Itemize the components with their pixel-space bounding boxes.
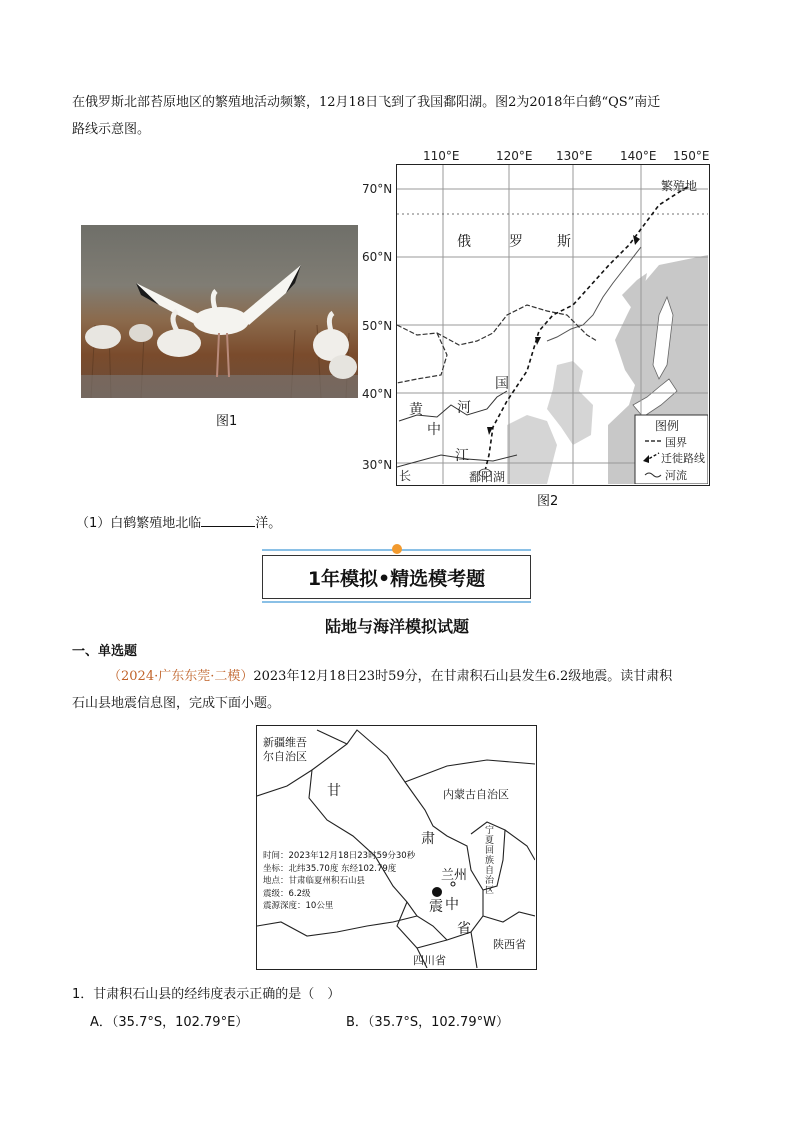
intro-line-1: 在俄罗斯北部苔原地区的繁殖地活动频繁，12月18日飞到了我国鄱阳湖。图2为2018年白鹤“QS”南迁	[72, 95, 661, 110]
xinjiang-label-1: 新疆维吾	[263, 736, 307, 749]
xinjiang-label-2: 尔自治区	[263, 750, 307, 763]
ningxia-char: 自	[485, 866, 495, 876]
exam-title: 陆地与海洋模拟试题	[324, 617, 469, 636]
ningxia-char: 宁	[485, 826, 495, 836]
question-1-stem: 1．甘肃积石山县的经纬度表示正确的是（ ）	[72, 987, 341, 1002]
quake-info-place: 地点：甘肃临夏州积石山县	[263, 876, 366, 886]
ningxia-char: 区	[485, 886, 495, 896]
lon-label-110: 110°E	[423, 149, 460, 163]
stem-text: 2023年12月18日23时59分，在甘肃积石山县发生6.2级地震。读甘肃积	[253, 669, 673, 684]
quake-info-time: 时间：2023年12月18日23时59分30秒	[263, 851, 416, 861]
quake-info-depth: 震源深度：10公里	[263, 901, 334, 911]
lon-label-120: 120°E	[496, 149, 533, 163]
lat-label-50: 50°N	[362, 319, 393, 333]
su-label: 肃	[421, 831, 435, 847]
option-a[interactable]: A．（35.7°S，102.79°E）	[90, 1015, 249, 1030]
breeding-ground-label: 繁殖地	[661, 179, 698, 193]
ningxia-char: 夏	[485, 836, 495, 846]
poyang-lake-label: 鄱阳湖	[469, 470, 506, 484]
stem-line-2: 石山县地震信息图，完成下面小题。	[72, 696, 281, 711]
lon-label-130: 130°E	[556, 149, 593, 163]
legend-river: 河流	[665, 469, 687, 482]
sheng-label: 省	[457, 921, 471, 937]
quake-info-coord: 坐标：北纬35.70度 东经102.79度	[263, 863, 397, 874]
label-si: 斯	[557, 234, 571, 250]
label-chang: 长	[399, 469, 412, 483]
label-huang: 黄	[409, 402, 423, 418]
quake-info-magnitude: 震级：6.2级	[263, 888, 311, 899]
lon-label-150: 150°E	[673, 149, 710, 163]
question-part-1	[76, 512, 281, 535]
stem-line-1	[108, 664, 672, 690]
banner-dot	[392, 544, 402, 554]
figure2-caption: 图2	[537, 494, 559, 509]
legend-route: 迁徙路线	[661, 452, 705, 465]
lat-label-40: 40°N	[362, 387, 393, 401]
lat-label-30: 30°N	[362, 458, 393, 472]
migration-route-map	[396, 164, 710, 486]
label-he: 河	[457, 400, 471, 416]
ningxia-char: 回	[485, 846, 495, 856]
section-heading: 一、单选题	[72, 644, 138, 659]
epicenter-zhen-label: 震	[429, 899, 443, 915]
ningxia-label	[485, 826, 495, 896]
question-part-1-suffix: 洋。	[255, 516, 282, 531]
banner-rule-bottom	[262, 601, 531, 603]
lat-label-70: 70°N	[362, 182, 393, 196]
earthquake-info-map	[256, 725, 537, 970]
ningxia-char: 族	[485, 856, 495, 866]
lat-label-60: 60°N	[362, 250, 393, 264]
quake-info-block	[263, 850, 415, 913]
intro-line-2: 路线示意图。	[72, 122, 151, 137]
label-luo: 罗	[509, 234, 523, 250]
answer-blank	[201, 512, 255, 527]
legend-title: 图例	[655, 419, 680, 433]
label-e: 俄	[457, 234, 471, 250]
section-banner: 1年模拟•精选模考题	[262, 555, 531, 599]
question-part-1-prefix: （1）白鹤繁殖地北临	[76, 516, 202, 531]
stem-source: （2024·广东东莞·二模）	[108, 669, 254, 684]
epicenter-zhong-label: 中	[445, 897, 459, 913]
ningxia-char: 治	[485, 876, 495, 886]
sichuan-label: 四川省	[413, 954, 446, 967]
shaanxi-label: 陕西省	[493, 938, 526, 951]
option-b[interactable]: B．（35.7°S，102.79°W）	[346, 1015, 509, 1030]
gan-label: 甘	[327, 783, 341, 799]
legend-border: 国界	[665, 436, 687, 449]
lanzhou-label: 兰州	[441, 868, 468, 883]
label-zhong: 中	[427, 422, 441, 438]
lon-label-140: 140°E	[620, 149, 657, 163]
neimenggu-label: 内蒙古自治区	[443, 788, 509, 801]
crane-photo	[81, 225, 358, 398]
label-guo: 国	[495, 376, 509, 392]
label-jiang: 江	[455, 448, 469, 464]
figure1-caption: 图1	[216, 414, 238, 429]
